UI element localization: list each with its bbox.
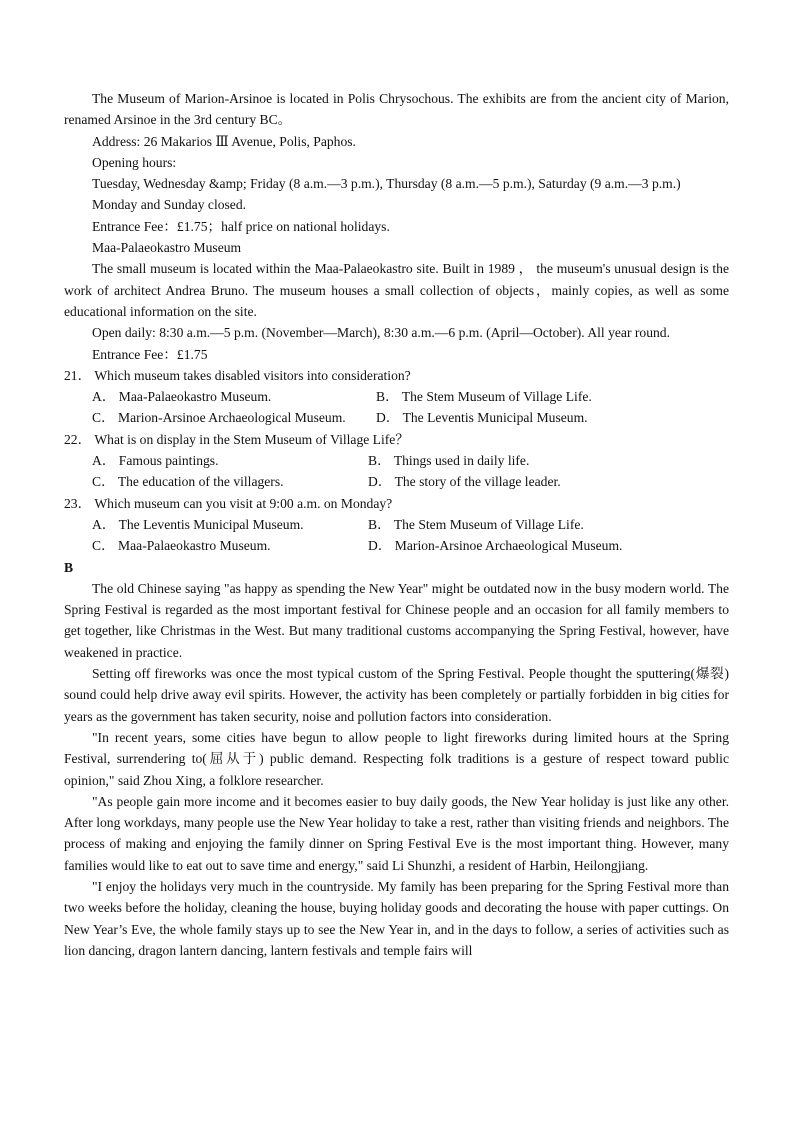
question-21-option-d: D． The Leventis Municipal Museum.: [376, 410, 588, 426]
marion-closed: Monday and Sunday closed.: [92, 197, 247, 213]
question-23-options: [64, 514, 729, 557]
question-22-option-a: A． Famous paintings.: [92, 453, 219, 469]
page-content: [64, 88, 729, 961]
question-21-option-c: C． Marion-Arsinoe Archaeological Museum.: [92, 410, 346, 426]
section-b-paragraph-5: "I enjoy the holidays very much in the countryside. My family has been preparing for the Spring Festival more than two weeks before the holiday, cleaning the house, buying holiday goods and decorating the house with paper cuttings. On New Year’s Eve, the whole family stays up to see the New Year in, and in the days to follow, a series of activities such as lion dancing, dragon lantern dancing, lantern festivals and temple fairs will: [64, 878, 729, 958]
question-22-option-b: B． Things used in daily life.: [368, 453, 530, 469]
question-21-stem: 21． Which museum takes disabled visitors into consideration?: [64, 367, 411, 383]
maa-fee: Entrance Fee：£1.75: [92, 346, 208, 362]
question-23-stem: 23． Which museum can you visit at 9:00 a.m. on Monday?: [64, 495, 393, 511]
question-21-options: [64, 386, 729, 429]
question-23-option-b: B． The Stem Museum of Village Life.: [368, 516, 584, 532]
section-b-paragraph-1: The old Chinese saying "as happy as spending the New Year" might be outdated now in the busy modern world. The Spring Festival is regarded as the most important festival for Chinese people and an occasion for all family members to get together, like Christmas in the West. But many traditional customs accompanying the Spring Festival, however, have weakened in practice.: [64, 580, 729, 660]
maa-title: Maa-Palaeokastro Museum: [92, 240, 242, 256]
section-b-paragraph-4: "As people gain more income and it becomes easier to buy daily goods, the New Year holiday is just like any other. After long workdays, many people use the New Year holiday to take a rest, rather than visiting friends and neighbors. The process of making and enjoying the family dinner on Spring Festival Eve is the most important thing. However, many families would like to eat out to save time and energy," said Li Shunzhi, a resident of Harbin, Heilongjiang.: [64, 793, 729, 873]
question-23-option-a: A． The Leventis Municipal Museum.: [92, 516, 304, 532]
section-b-heading: B: [64, 559, 74, 575]
marion-hours-label: Opening hours:: [92, 154, 177, 170]
question-22-option-d: D． The story of the village leader.: [368, 474, 561, 490]
maa-hours: Open daily: 8:30 a.m.—5 p.m. (November—March), 8:30 a.m.—6 p.m. (April—October). All year round.: [92, 325, 670, 341]
question-22-option-c: C． The education of the villagers.: [92, 474, 284, 490]
question-22-options: [64, 450, 729, 493]
marion-intro: The Museum of Marion-Arsinoe is located in Polis Chrysochous. The exhibits are from the ancient city of Marion, renamed Arsinoe in the 3rd century BC。: [64, 91, 729, 128]
maa-description: The small museum is located within the Maa-Palaeokastro site. Built in 1989 ， the museum's unusual design is the work of architect Andrea Bruno. The museum houses a small collection of objects，mainly copies, as well as some educational information on the site.: [64, 261, 729, 319]
question-22-stem: 22． What is on display in the Stem Museum of Village Life？: [64, 431, 409, 447]
marion-fee: Entrance Fee：£1.75；half price on national holidays.: [92, 218, 390, 234]
marion-hours: Tuesday, Wednesday &amp; Friday (8 a.m.—3 p.m.), Thursday (8 a.m.—5 p.m.), Saturday (9 a.m.—3 p.m.): [92, 176, 681, 192]
question-23-option-c: C． Maa-Palaeokastro Museum.: [92, 538, 271, 554]
marion-address: Address: 26 Makarios Ⅲ Avenue, Polis, Paphos.: [92, 133, 356, 149]
question-21-option-b: B． The Stem Museum of Village Life.: [376, 389, 592, 405]
section-b-paragraph-2: Setting off fireworks was once the most typical custom of the Spring Festival. People thought the sputtering(爆裂) sound could help drive away evil spirits. However, the activity has been completely or partially forbidden in big cities for years as the government has taken security, noise and pollution factors into consideration.: [64, 666, 729, 724]
question-23-option-d: D． Marion-Arsinoe Archaeological Museum.: [368, 538, 623, 554]
question-21-option-a: A． Maa-Palaeokastro Museum.: [92, 389, 272, 405]
section-b-paragraph-3: "In recent years, some cities have begun to allow people to light fireworks during limited hours at the Spring Festival, surrendering to(屈从于) public demand. Respecting folk traditions is a gesture of respect toward public opinion," said Zhou Xing, a folklore researcher.: [64, 729, 729, 788]
